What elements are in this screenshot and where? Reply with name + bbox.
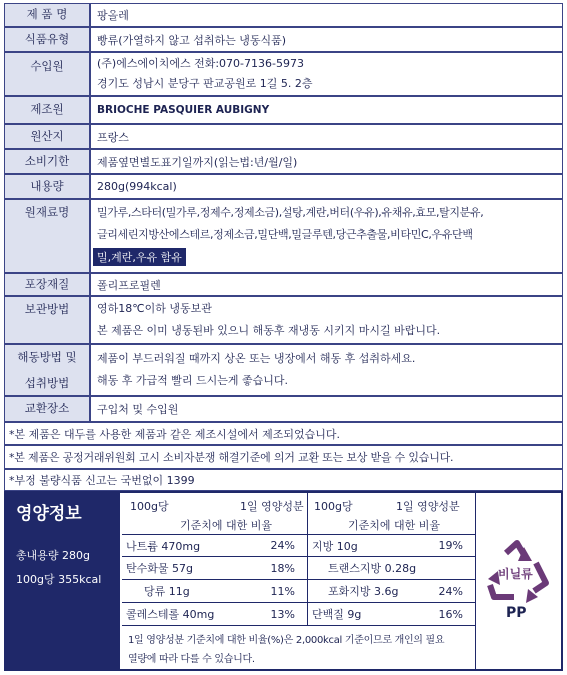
label-food-type: 식품유형 [4, 27, 90, 52]
nutrition-header-right [308, 493, 476, 535]
value-expiry: 제품옆면별도표기일까지(읽는법:년/월/일) [90, 149, 563, 174]
label-origin: 원산지 [4, 124, 90, 149]
value-food-type: 빵류(가열하지 않고 섭취하는 냉동식품) [90, 27, 563, 52]
recycle-label: 비닐류 [498, 567, 533, 581]
value-importer: (주)에스에이치에스 전화:070-7136-5973 경기도 성남시 분당구 판교공원로 1길 5. 2층 [90, 52, 563, 96]
nutrient-row: 포화지방 3.6g 24% [308, 580, 476, 603]
header-dv2: 기준치에 대한 비율 [180, 519, 273, 532]
nutrition-summary [6, 493, 120, 669]
nutrition-title: 영양정보 [16, 504, 82, 524]
nutrition-panel [4, 491, 563, 671]
label-storage: 보관방법 [4, 296, 90, 344]
header-per: 100g당 [130, 500, 169, 513]
nutrition-footnote: 1일 영양성분 기준치에 대한 비율(%)은 2,000kcal 기준이므로 개인의 필요 열량에 따라 다를 수 있습니다. [122, 626, 476, 669]
value-packaging: 폴리프로필렌 [90, 273, 563, 296]
value-thaw: 제품이 부드러워질 때까지 상온 또는 냉장에서 해동 후 섭취하세요. 해동 후 가급적 빨리 드시는게 좋습니다. [90, 344, 563, 396]
value-exchange: 구입처 및 수입원 [90, 396, 563, 422]
nutrition-header-left [122, 493, 308, 535]
value-origin: 프랑스 [90, 124, 563, 149]
note-allergen-facility: *본 제품은 대두를 사용한 제품과 같은 제조시설에서 제조되었습니다. [4, 422, 563, 445]
header-dv1: 1일 영양성분 [240, 500, 304, 513]
nutrient-row: 단백질 9g 16% [308, 603, 476, 626]
label-ingredients: 원재료명 [4, 199, 90, 273]
value-volume: 280g(994kcal) [90, 174, 563, 199]
nutrient-row: 지방 10g 19% [308, 535, 476, 557]
label-importer: 수입원 [4, 52, 90, 96]
allergen-badge: 밀,계란,우유 함유 [93, 248, 186, 266]
label-thaw: 해동방법 및 섭취방법 [4, 344, 90, 396]
nutrient-row: 나트륨 470mg 24% [122, 535, 308, 557]
label-expiry: 소비기한 [4, 149, 90, 174]
label-packaging: 포장재질 [4, 273, 90, 296]
value-product-name: 팡올레 [90, 3, 563, 27]
header-dv2: 기준치에 대한 비율 [348, 519, 441, 532]
nutrient-row: 트랜스지방 0.28g [308, 557, 476, 580]
note-report-hotline: *부정 불량식품 신고는 국번없이 1399 [4, 469, 563, 491]
header-dv1: 1일 영양성분 [396, 500, 460, 513]
nutrition-per-100g: 100g당 355kcal [16, 573, 102, 586]
value-manufacturer: BRIOCHE PASQUIER AUBIGNY [90, 96, 563, 124]
label-manufacturer: 제조원 [4, 96, 90, 124]
nutrient-row: 탄수화물 57g 18% [122, 557, 308, 580]
recycle-mark [484, 539, 554, 619]
nutrition-total: 총내용량 280g [16, 549, 90, 562]
header-per: 100g당 [314, 500, 353, 513]
nutrition-table [122, 493, 476, 669]
note-consumer-dispute: *본 제품은 공정거래위원회 고시 소비자분쟁 해결기준에 의거 교환 또는 보상 받을 수 있습니다. [4, 445, 563, 469]
label-exchange: 교환장소 [4, 396, 90, 422]
label-product-name: 제 품 명 [4, 3, 90, 27]
label-volume: 내용량 [4, 174, 90, 199]
value-ingredients: 밀가루,스타터(밀가루,정제수,정제소금),설탕,계란,버터(우유),유채유,효모,탈지분유, 글리세린지방산에스테르,정제소금,밀단백,밀글루텐,당근추출물,비타민C,우유단백 밀,계란,우유 함유 [90, 199, 563, 273]
nutrient-row: 당류 11g 11% [122, 580, 308, 603]
value-storage: 영하18℃이하 냉동보관 본 제품은 이미 냉동된바 있으니 해동후 재냉동 시키지 마시길 바랍니다. [90, 296, 563, 344]
nutrient-row: 콜레스테롤 40mg 13% [122, 603, 308, 626]
recycle-material: PP [506, 605, 527, 621]
